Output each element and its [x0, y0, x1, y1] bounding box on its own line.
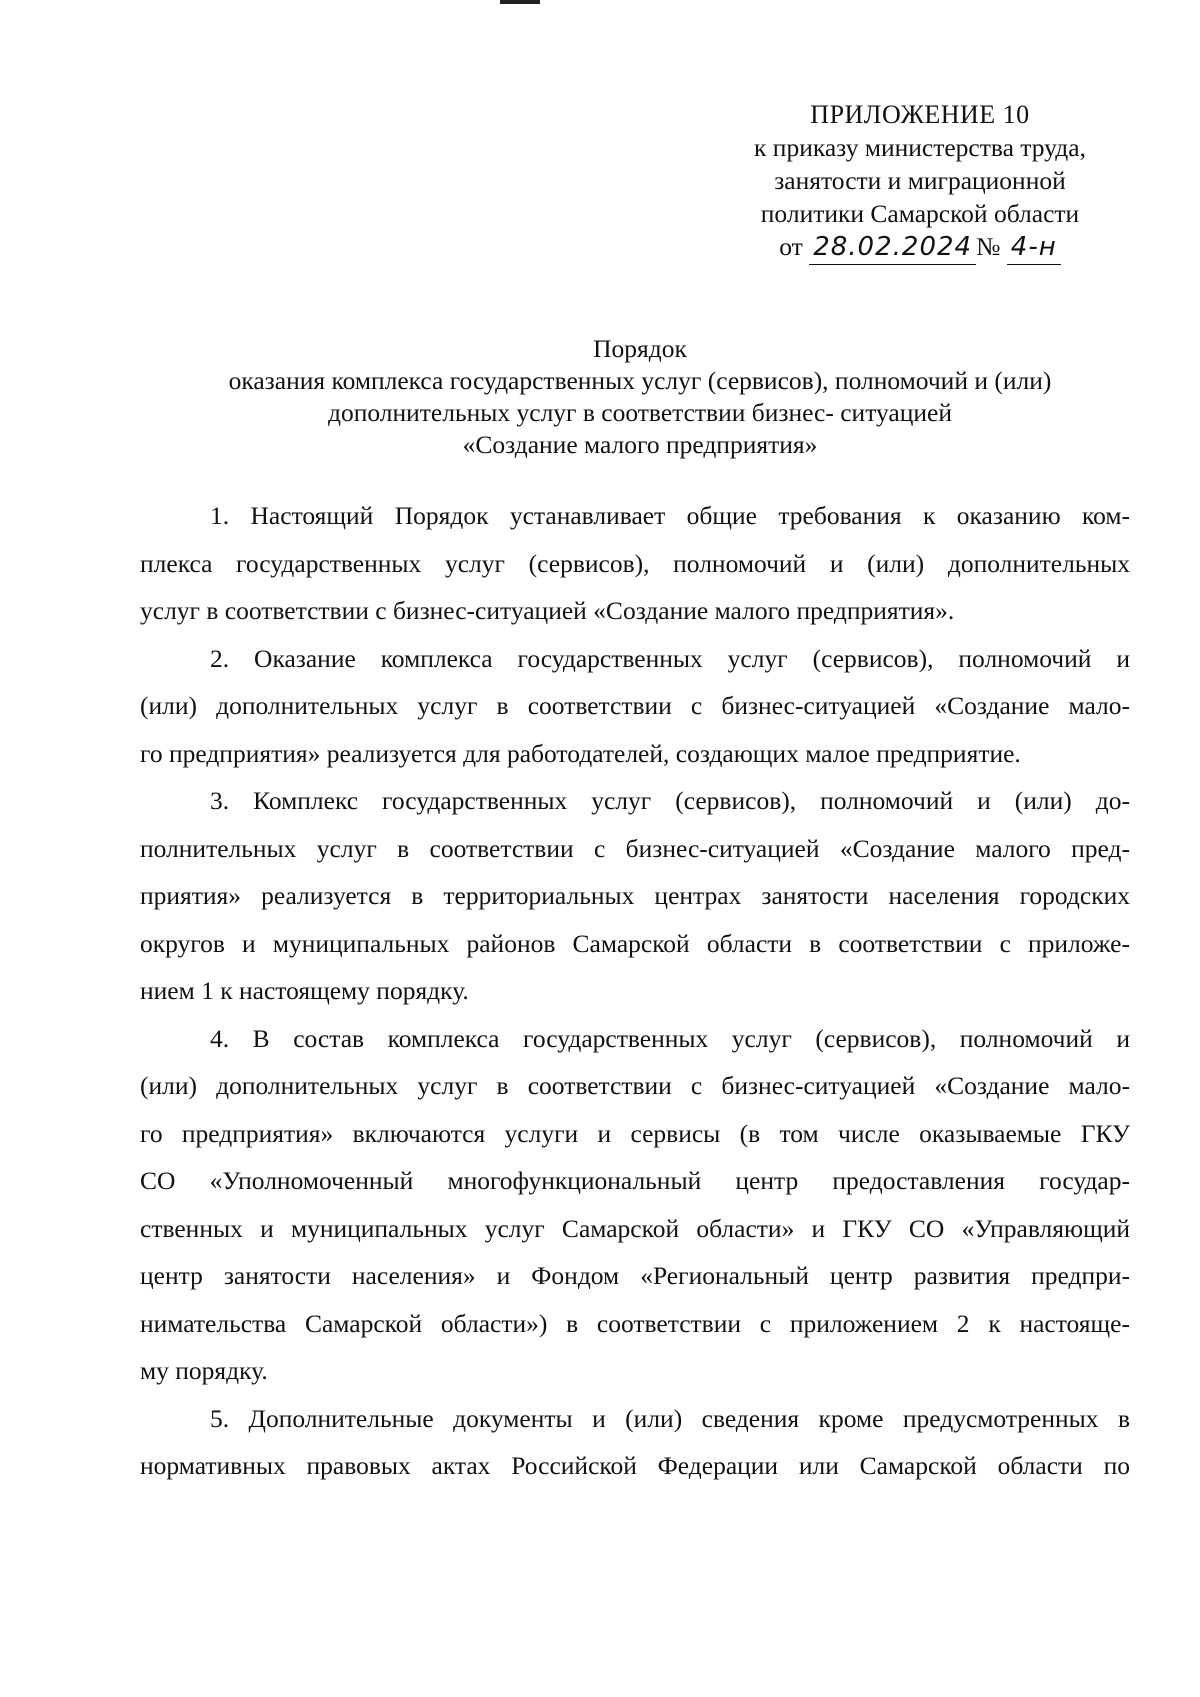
title-line: дополнительных услуг в соответствии бизнес- ситуацией: [327, 398, 952, 427]
appendix-title: ПРИЛОЖЕНИЕ 10: [810, 100, 1030, 129]
appendix-date-line: [720, 230, 1120, 265]
paragraph-4: [140, 1015, 1130, 1395]
date-prefix: от: [779, 232, 803, 261]
document-title: [140, 333, 1140, 461]
paragraph-line: 4. В состав комплекса государственных услуг (сервисов), полномочий и: [210, 1023, 1130, 1053]
paragraph-line: (или) дополнительных услуг в соответствии с бизнес-ситуацией «Создание мало-: [140, 691, 1130, 720]
paragraph-line: 5. Дополнительные документы и (или) сведения кроме предусмотренных в: [210, 1403, 1130, 1433]
appendix-line: политики Самарской области: [760, 199, 1080, 228]
paragraph-1: [140, 492, 1130, 635]
handwritten-number: 4-н: [1007, 231, 1061, 265]
paragraph-line: ственных и муниципальных услуг Самарской области» и ГКУ СО «Управляющий: [140, 1213, 1130, 1243]
paragraph-line: 2. Оказание комплекса государственных услуг (сервисов), полномочий и: [210, 643, 1130, 673]
paragraph-line: плекса государственных услуг (сервисов), полномочий и (или) дополнительных: [140, 548, 1130, 578]
paragraph-line: 1. Настоящий Порядок устанавливает общие требования к оказанию ком-: [210, 501, 1130, 530]
paragraph-line: полнительных услуг в соответствии с бизнес-ситуацией «Создание малого пред-: [140, 833, 1130, 863]
paragraph-line: округов и муниципальных районов Самарской области в соответствии с приложе-: [140, 928, 1130, 958]
paragraph-line: 3. Комплекс государственных услуг (сервисов), полномочий и (или) до-: [210, 786, 1130, 815]
paragraph-line: приятия» реализуется в территориальных центрах занятости населения городских: [140, 881, 1130, 910]
handwritten-date: 28.02.2024: [809, 231, 976, 265]
paragraph-line: услуг в соответствии с бизнес-ситуацией «Создание малого предприятия».: [140, 596, 955, 625]
paragraph-5: [140, 1395, 1130, 1490]
number-prefix: №: [976, 232, 1001, 261]
paragraph-3: [140, 777, 1130, 1015]
appendix-line: занятости и миграционной: [774, 166, 1066, 195]
title-heading: Порядок: [593, 334, 687, 363]
paragraph-line: го предприятия» реализуется для работодателей, создающих малое предприятие.: [140, 738, 1021, 768]
paragraph-line: нимательства Самарской области») в соответствии с приложением 2 к настояще-: [140, 1308, 1130, 1338]
paragraph-line: (или) дополнительных услуг в соответствии с бизнес-ситуацией «Создание мало-: [140, 1071, 1130, 1100]
paragraph-line: нием 1 к настоящему порядку.: [140, 976, 469, 1005]
paragraph-line: го предприятия» включаются услуги и сервисы (в том числе оказываемые ГКУ: [140, 1118, 1130, 1148]
paragraph-line: нормативных правовых актах Российской Федерации или Самарской области по: [140, 1451, 1130, 1480]
document-body: [140, 492, 1130, 1490]
title-line: оказания комплекса государственных услуг (сервисов), полномочий и (или): [228, 366, 1052, 395]
scan-artifact-mark: [500, 0, 540, 4]
paragraph-line: СО «Уполномоченный многофункциональный центр предоставления государ-: [140, 1166, 1130, 1195]
paragraph-line: му порядку.: [140, 1356, 268, 1385]
paragraph-line: центр занятости населения» и Фондом «Региональный центр развития предпри-: [140, 1261, 1130, 1290]
appendix-header: [720, 98, 1120, 265]
paragraph-2: [140, 635, 1130, 778]
title-line: «Создание малого предприятия»: [462, 430, 818, 459]
appendix-line: к приказу министерства труда,: [754, 133, 1086, 162]
